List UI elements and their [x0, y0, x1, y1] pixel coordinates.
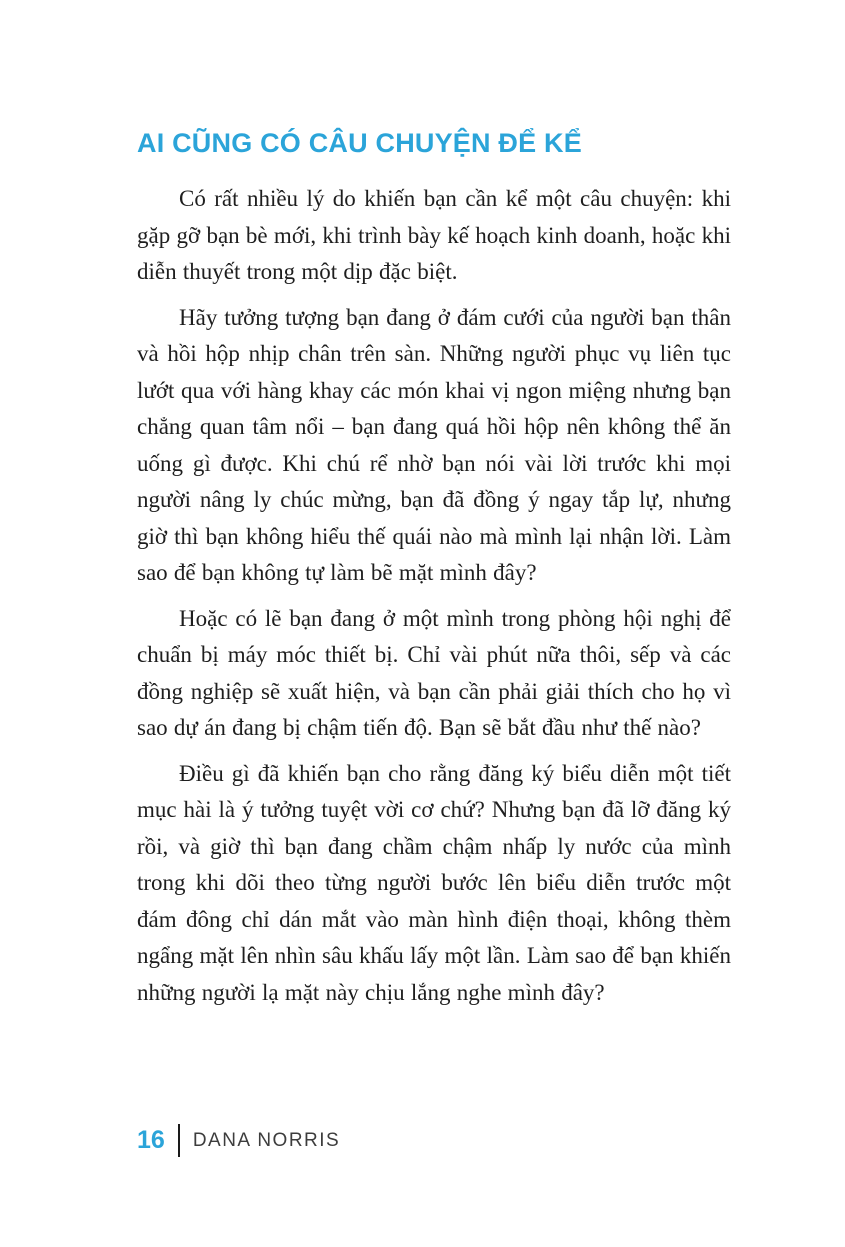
footer-divider: [178, 1124, 180, 1157]
paragraph-3: Hoặc có lẽ bạn đang ở một mình trong phòng hội nghị để chuẩn bị máy móc thiết bị. Chỉ vài phút nữa thôi, sếp và các đồng nghiệp sẽ xuất hiện, và bạn cần phải giải thích cho họ vì sao dự án đang bị chậm tiến độ. Bạn sẽ bắt đầu như thế nào?: [137, 605, 731, 740]
chapter-heading: AI CŨNG CÓ CÂU CHUYỆN ĐỂ KỂ: [137, 128, 582, 158]
page-footer: [137, 1124, 340, 1157]
paragraph-1: Có rất nhiều lý do khiến bạn cần kể một câu chuyện: khi gặp gỡ bạn bè mới, khi trình bày kế hoạch kinh doanh, hoặc khi diễn thuyết trong một dịp đặc biệt.: [137, 186, 731, 284]
paragraph-4: Điều gì đã khiến bạn cho rằng đăng ký biểu diễn một tiết mục hài là ý tưởng tuyệt vời cơ chứ? Nhưng bạn đã lỡ đăng ký rồi, và giờ thì bạn đang chầm chậm nhấp ly nước của mình trong khi dõi theo từng người bước lên biểu diễn trước một đám đông chỉ dán mắt vào màn hình điện thoại, không thèm ngẩng mặt lên nhìn sâu khấu lấy một lần. Làm sao để bạn khiến những người lạ mặt này chịu lắng nghe mình đây?: [137, 760, 731, 1005]
author-name: DANA NORRIS: [192, 1129, 341, 1151]
page-number: 16: [137, 1126, 165, 1154]
paragraph-2: Hãy tưởng tượng bạn đang ở đám cưới của người bạn thân và hồi hộp nhịp chân trên sàn. Những người phục vụ liên tục lướt qua với hàng khay các món khai vị ngon miệng nhưng bạn chẳng quan tâm nổi – bạn đang quá hồi hộp nên không thể ăn uống gì được. Khi chú rể nhờ bạn nói vài lời trước khi mọi người nâng ly chúc mừng, bạn đã đồng ý ngay tắp lự, nhưng giờ thì bạn không hiểu thế quái nào mà mình lại nhận lời. Làm sao để bạn không tự làm bẽ mặt mình đây?: [137, 304, 731, 585]
page-content: [137, 127, 731, 1020]
